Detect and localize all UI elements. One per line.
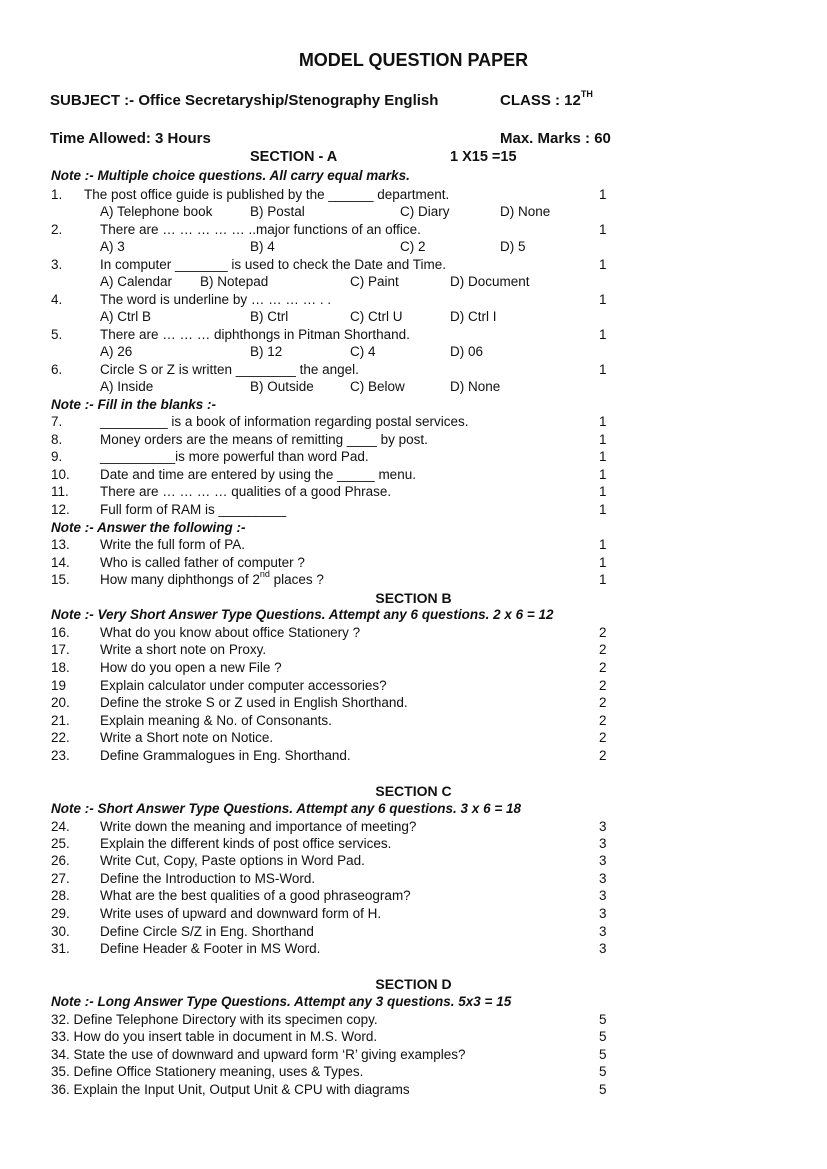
paper-title: MODEL QUESTION PAPER <box>298 50 529 70</box>
question-text: Circle S or Z is written ________ the angel. <box>100 362 359 377</box>
question-number: 2. <box>51 222 63 237</box>
answer-option: C) 2 <box>400 239 426 254</box>
question-text: Full form of RAM is _________ <box>100 502 287 517</box>
question-marks: 2 <box>599 730 607 745</box>
question-text: Explain calculator under computer accessories? <box>100 678 387 693</box>
q15-text <box>100 569 324 587</box>
answer-option: C) Ctrl U <box>350 309 403 324</box>
answer-option: A) Ctrl B <box>100 309 152 324</box>
section-a-marks: 1 X15 =15 <box>450 149 517 165</box>
q15-superscript: nd <box>259 569 270 579</box>
max-marks: Max. Marks : 60 <box>500 130 611 147</box>
question-text: What do you know about office Stationery ? <box>100 625 361 640</box>
answer-option: A) Inside <box>100 379 154 394</box>
question-text: __________is more powerful than word Pad. <box>100 449 369 464</box>
question-text: Define the stroke S or Z used in English Shorthand. <box>100 695 408 710</box>
question-number: 18. <box>51 660 70 675</box>
question-number: 25. <box>51 836 70 851</box>
question-marks: 1 <box>599 362 607 377</box>
question-number: 19 <box>51 678 67 693</box>
question-marks: 1 <box>599 327 607 342</box>
answer-option: D) 06 <box>450 344 484 359</box>
answer-option: B) Outside <box>250 379 314 394</box>
section-a-heading: SECTION - A <box>250 149 338 165</box>
question-marks: 1 <box>599 414 607 429</box>
question-number: 11. <box>51 484 69 499</box>
question-text: Define Header & Footer in MS Word. <box>100 941 321 956</box>
question-marks: 2 <box>599 695 607 710</box>
answer-option: B) Notepad <box>200 274 269 289</box>
answer-option: C) 4 <box>350 344 376 359</box>
question-number: 30. <box>51 924 70 939</box>
question-text: Explain the different kinds of post office services. <box>100 836 392 851</box>
question-text: The word is underline by … … … … . . <box>100 292 332 307</box>
question-number: 21. <box>51 713 70 728</box>
question-text: Write a Short note on Notice. <box>100 730 274 745</box>
question-text: Write a short note on Proxy. <box>100 642 267 657</box>
question-marks: 1 <box>599 484 607 499</box>
question-number: 10. <box>51 467 70 482</box>
question-marks: 5 <box>599 1082 607 1097</box>
question-number: 31. <box>51 941 70 956</box>
answer-option: D) Document <box>450 274 530 289</box>
class-superscript: TH <box>580 89 593 99</box>
question-marks: 1 <box>599 449 607 464</box>
question-text: Define Circle S/Z in Eng. Shorthand <box>100 924 314 939</box>
answer-option: B) Postal <box>250 204 305 219</box>
question-marks: 1 <box>599 257 607 272</box>
answer-option: A) Telephone book <box>100 204 213 219</box>
question-marks: 1 <box>599 292 607 307</box>
question-marks: 1 <box>599 187 607 202</box>
section-c-note: Note :- Short Answer Type Questions. Attempt any 6 questions. 3 x 6 = 18 <box>51 801 521 816</box>
question-marks: 2 <box>599 660 607 675</box>
question-number: 1. <box>51 187 63 202</box>
question-number: 12. <box>51 502 70 517</box>
section-b-heading: SECTION B <box>375 590 452 606</box>
question-number: 20. <box>51 695 70 710</box>
answer-option: B) Ctrl <box>250 309 289 324</box>
question-text: Date and time are entered by using the _____ menu. <box>100 467 416 482</box>
question-text: 34. State the use of downward and upward form ‘R’ giving examples? <box>51 1047 466 1062</box>
question-number: 3. <box>51 257 63 272</box>
question-text: There are … … … diphthongs in Pitman Shorthand. <box>100 327 410 342</box>
question-text: In computer _______ is used to check the Date and Time. <box>100 257 446 272</box>
question-marks: 5 <box>599 1012 607 1027</box>
question-number: 28. <box>51 888 70 903</box>
question-text: 36. Explain the Input Unit, Output Unit & CPU with diagrams <box>51 1082 410 1097</box>
question-text: 33. How do you insert table in document in M.S. Word. <box>51 1029 378 1044</box>
question-marks: 1 <box>599 222 607 237</box>
question-text: Write uses of upward and downward form of H. <box>100 906 382 921</box>
question-marks: 2 <box>599 678 607 693</box>
question-marks: 5 <box>599 1029 607 1044</box>
question-number: 16. <box>51 625 70 640</box>
question-marks: 3 <box>599 819 607 834</box>
question-text: Write the full form of PA. <box>100 537 246 552</box>
answer-option: C) Paint <box>350 274 399 289</box>
question-text: Money orders are the means of remitting ____ by post. <box>100 432 428 447</box>
question-number: 17. <box>51 642 70 657</box>
class-line <box>500 89 593 109</box>
question-number: 9. <box>51 449 63 464</box>
answer-option: D) Ctrl I <box>450 309 497 324</box>
question-number: 22. <box>51 730 70 745</box>
question-text: _________ is a book of information regarding postal services. <box>100 414 469 429</box>
question-number: 4. <box>51 292 63 307</box>
subject-line: SUBJECT :- Office Secretaryship/Stenography English <box>50 92 439 109</box>
question-marks: 1 <box>599 502 607 517</box>
answer-option: D) None <box>500 204 551 219</box>
question-marks: 2 <box>599 748 607 763</box>
section-a-note-blanks: Note :- Fill in the blanks :- <box>51 397 216 412</box>
question-text: 35. Define Office Stationery meaning, uses & Types. <box>51 1064 364 1079</box>
question-text: The post office guide is published by the ______ department. <box>84 187 450 202</box>
question-marks: 3 <box>599 941 607 956</box>
question-number: 29. <box>51 906 70 921</box>
answer-option: D) 5 <box>500 239 526 254</box>
question-text: Define the Introduction to MS-Word. <box>100 871 316 886</box>
q15-text-post: places ? <box>269 572 324 587</box>
section-c-heading: SECTION C <box>375 783 452 799</box>
answer-option: A) 26 <box>100 344 133 359</box>
question-text: There are … … … … qualities of a good Phrase. <box>100 484 392 499</box>
question-marks: 1 <box>599 467 607 482</box>
answer-option: C) Below <box>350 379 405 394</box>
question-marks: 3 <box>599 871 607 886</box>
question-number: 13. <box>51 537 70 552</box>
section-b-note: Note :- Very Short Answer Type Questions. Attempt any 6 questions. 2 x 6 = 12 <box>51 607 554 622</box>
question-marks: 3 <box>599 853 607 868</box>
question-marks: 2 <box>599 625 607 640</box>
question-number: 24. <box>51 819 70 834</box>
question-marks: 2 <box>599 642 607 657</box>
answer-option: B) 4 <box>250 239 275 254</box>
question-marks: 1 <box>599 537 607 552</box>
answer-option: C) Diary <box>400 204 450 219</box>
q15-number: 15. <box>51 572 70 587</box>
question-marks: 1 <box>599 432 607 447</box>
question-text: What are the best qualities of a good phraseogram? <box>100 888 411 903</box>
question-marks: 3 <box>599 888 607 903</box>
class-label: CLASS : 12 <box>500 92 581 109</box>
q15-marks: 1 <box>599 572 607 587</box>
question-text: How do you open a new File ? <box>100 660 282 675</box>
question-text: Define Grammalogues in Eng. Shorthand. <box>100 748 351 763</box>
time-allowed: Time Allowed: 3 Hours <box>50 130 211 147</box>
section-d-note: Note :- Long Answer Type Questions. Attempt any 3 questions. 5x3 = 15 <box>51 994 512 1009</box>
question-text: There are … … … … … ..major functions of an office. <box>100 222 421 237</box>
answer-option: D) None <box>450 379 501 394</box>
answer-option: B) 12 <box>250 344 283 359</box>
question-number: 23. <box>51 748 70 763</box>
section-a-note-mcq: Note :- Multiple choice questions. All carry equal marks. <box>51 168 410 183</box>
question-marks: 5 <box>599 1064 607 1079</box>
answer-option: A) 3 <box>100 239 125 254</box>
question-number: 5. <box>51 327 63 342</box>
question-marks: 2 <box>599 713 607 728</box>
question-text: Write Cut, Copy, Paste options in Word Pad. <box>100 853 365 868</box>
section-d-heading: SECTION D <box>375 976 452 992</box>
section-a-note-answer: Note :- Answer the following :- <box>51 520 246 535</box>
question-text: Write down the meaning and importance of meeting? <box>100 819 417 834</box>
question-marks: 3 <box>599 924 607 939</box>
q15-text-pre: How many diphthongs of 2 <box>100 572 260 587</box>
question-number: 8. <box>51 432 63 447</box>
question-text: Explain meaning & No. of Consonants. <box>100 713 332 728</box>
question-number: 27. <box>51 871 70 886</box>
question-marks: 5 <box>599 1047 607 1062</box>
question-marks: 3 <box>599 836 607 851</box>
question-number: 7. <box>51 414 63 429</box>
question-marks: 3 <box>599 906 607 921</box>
question-number: 26. <box>51 853 70 868</box>
answer-option: A) Calendar <box>100 274 173 289</box>
question-number: 14. <box>51 555 70 570</box>
question-text: Who is called father of computer ? <box>100 555 305 570</box>
question-number: 6. <box>51 362 63 377</box>
question-text: 32. Define Telephone Directory with its specimen copy. <box>51 1012 378 1027</box>
question-marks: 1 <box>599 555 607 570</box>
